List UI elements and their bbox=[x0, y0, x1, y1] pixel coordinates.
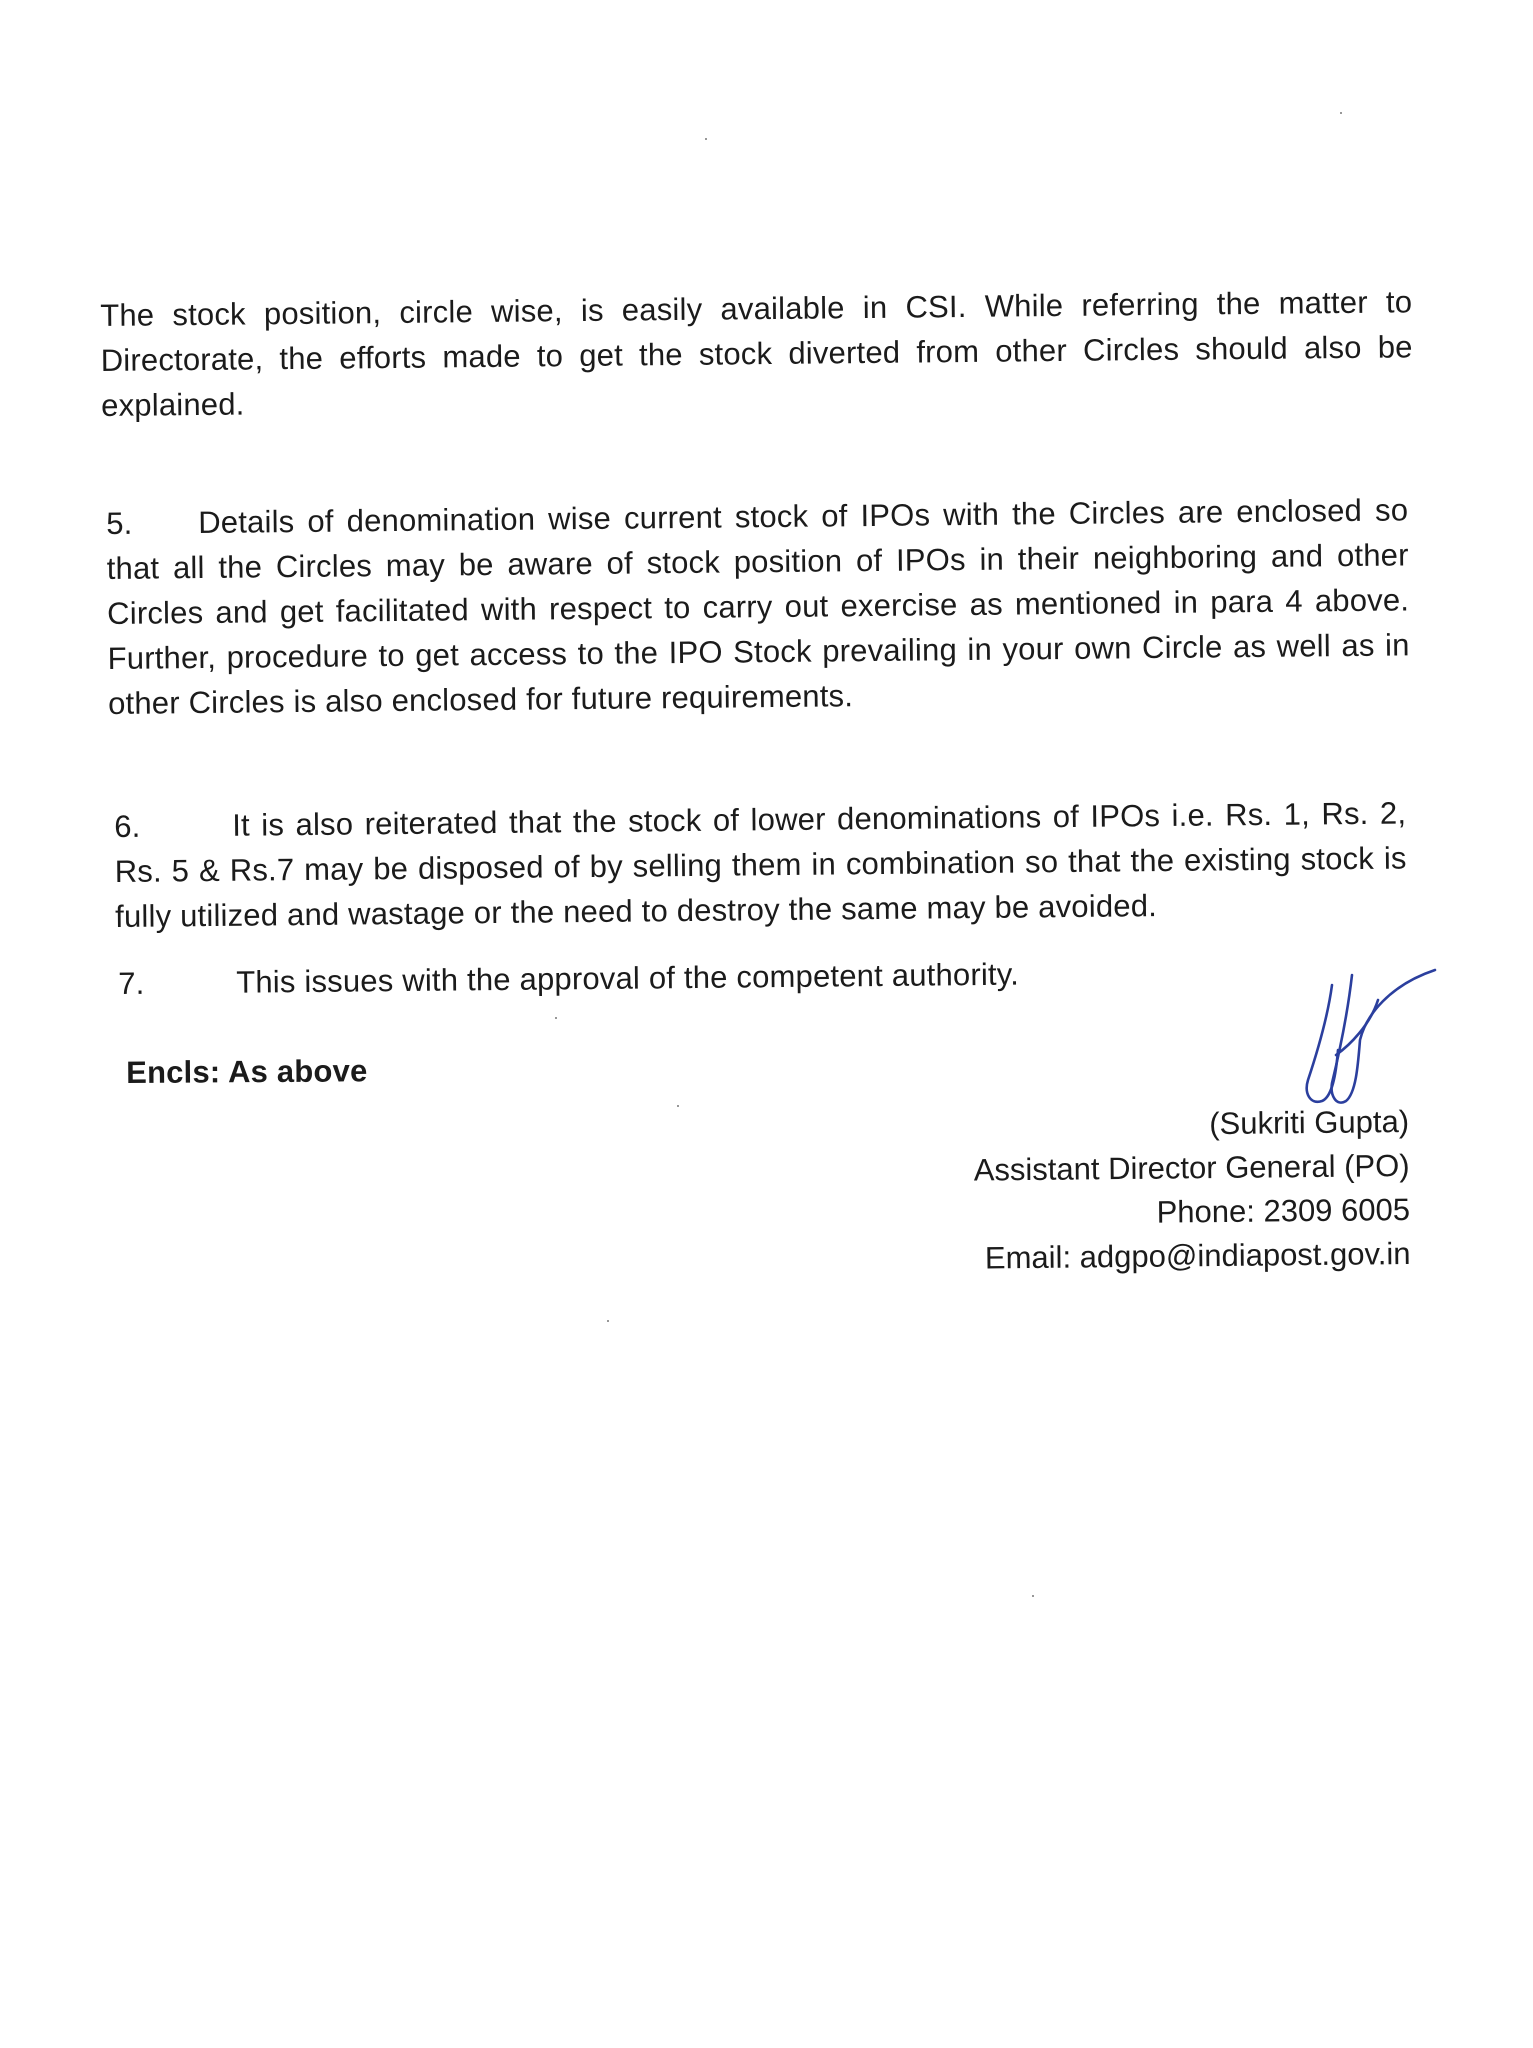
scan-speck bbox=[1032, 1595, 1034, 1597]
scan-speck bbox=[607, 1320, 609, 1322]
paragraph-7-text: This issues with the approval of the competent authority. bbox=[236, 956, 1020, 1000]
intro-paragraph: The stock position, circle wise, is easily available in CSI. While referring the matter to Directorate, the efforts made to get the stock diverted from other Circles should also be explained. bbox=[100, 284, 1413, 423]
signature-block bbox=[973, 1100, 1411, 1281]
signatory-designation: Assistant Director General (PO) bbox=[973, 1147, 1410, 1188]
scan-speck bbox=[705, 138, 707, 140]
paragraph-6 bbox=[114, 790, 1407, 939]
paragraph-6-text: It is also reiterated that the stock of lower denominations of IPOs i.e. Rs. 1, Rs. 2, Rs. 5 & Rs.7 may be disposed of by selling them in combination so that the existing stock is fully utilized and wastage or the need to destroy the same may be avoided. bbox=[114, 795, 1407, 934]
signatory-email: Email: adgpo@indiapost.gov.in bbox=[984, 1235, 1411, 1276]
enclosures-note: Encls: As above bbox=[126, 1053, 368, 1090]
paragraph-7-number: 7. bbox=[118, 965, 145, 1001]
paragraph-7 bbox=[118, 948, 1318, 1006]
scan-speck bbox=[555, 1017, 557, 1019]
paragraph-6-number: 6. bbox=[114, 808, 141, 844]
paragraph-5-number: 5. bbox=[106, 505, 133, 541]
paragraph-5-text: Details of denomination wise current stock of IPOs with the Circles are enclosed so that all the Circles may be aware of stock position of IPOs in their neighboring and other Circles and get facilitated with respect to carry out exercise as mentioned in para 4 above. Further, procedure to get access to the IPO Stock prevailing in your own Circle as well as in other Circles is also enclosed for future requirements. bbox=[106, 492, 1410, 721]
scan-speck bbox=[1340, 112, 1342, 114]
paragraph-5 bbox=[106, 487, 1410, 726]
handwritten-signature bbox=[1270, 955, 1450, 1125]
signatory-phone: Phone: 2309 6005 bbox=[1156, 1191, 1411, 1230]
scan-speck bbox=[677, 1105, 679, 1107]
signatory-name: (Sukriti Gupta) bbox=[1209, 1103, 1410, 1142]
